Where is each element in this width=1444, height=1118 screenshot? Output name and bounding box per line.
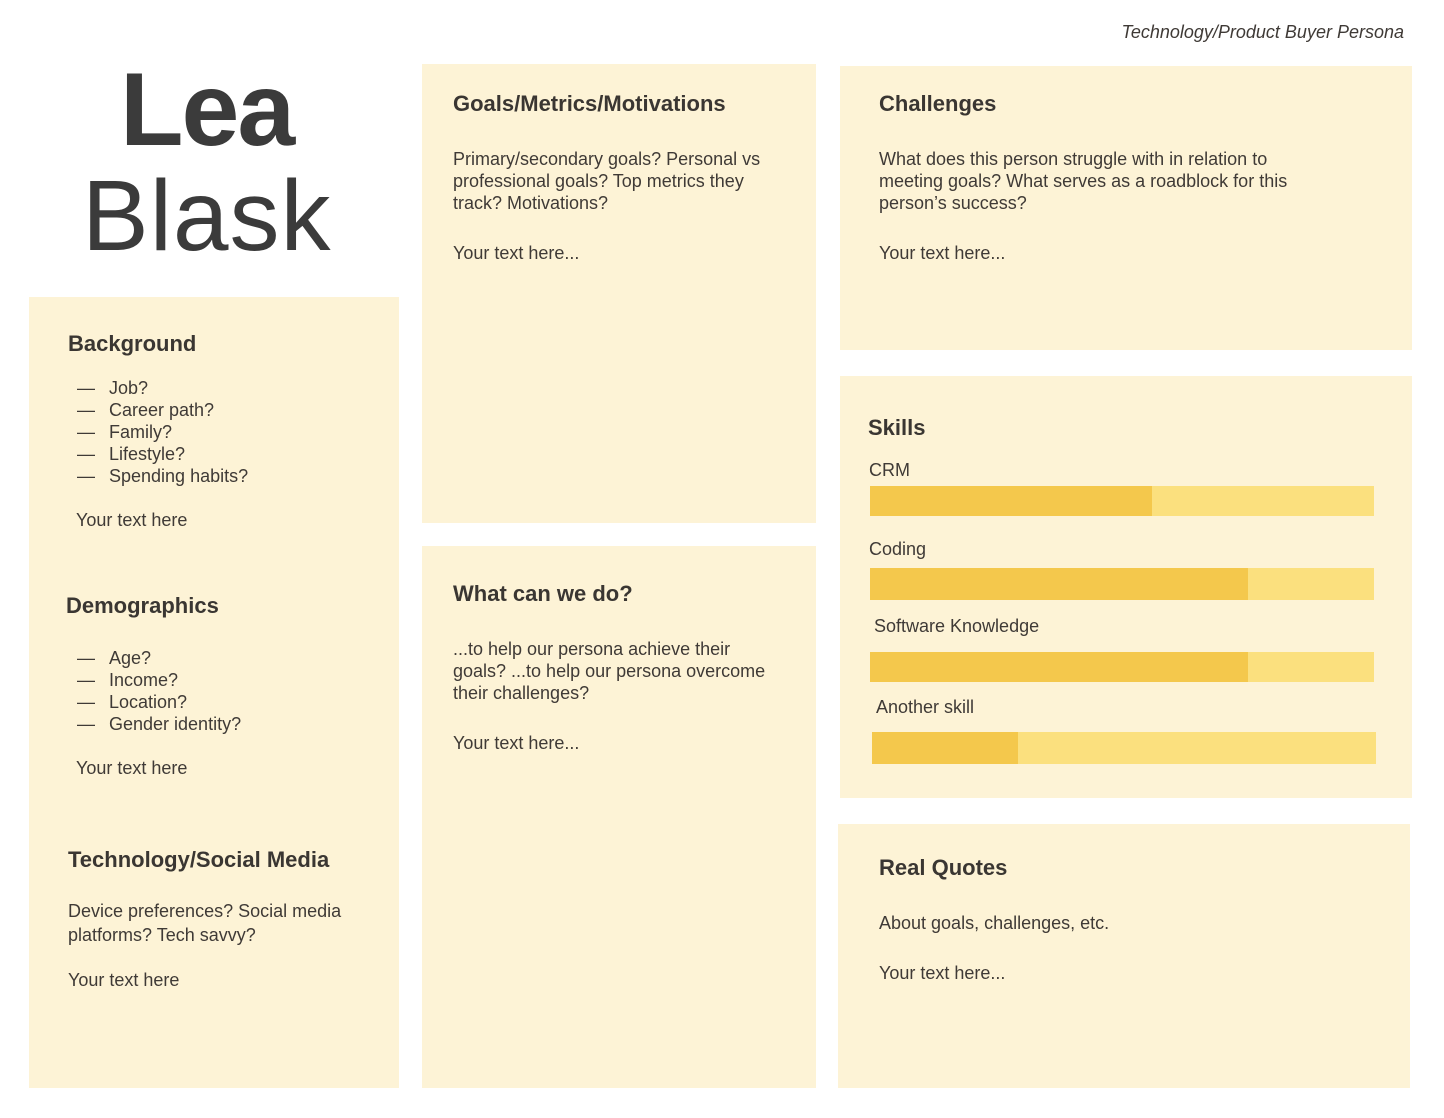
goals-title: Goals/Metrics/Motivations — [453, 91, 726, 116]
what-can-we-do-title: What can we do? — [453, 581, 633, 606]
list-item: — Lifestyle? — [77, 444, 186, 464]
list-item: — Income? — [77, 670, 179, 690]
list-item: — Job? — [77, 378, 149, 398]
list-item: — Location? — [77, 692, 188, 712]
what-can-we-do-prompt: ...to help our persona achieve their goals? ...to help our persona overcome their challenges? — [453, 639, 766, 703]
persona-last-name: Blask — [82, 160, 332, 272]
skill-bar-fill — [870, 486, 1152, 516]
background-title: Background — [68, 331, 197, 356]
persona-first-name: Lea — [120, 52, 294, 168]
document-subtitle: Technology/Product Buyer Persona — [1121, 22, 1404, 42]
skills-panel — [840, 376, 1412, 798]
challenges-panel — [840, 66, 1412, 350]
goals-text: Your text here... — [453, 243, 580, 263]
demographics-text: Your text here — [76, 758, 188, 778]
skill-label-crm: CRM — [869, 460, 910, 480]
skill-bar-fill — [872, 732, 1018, 764]
skill-bar-fill — [870, 652, 1248, 682]
background-list — [77, 377, 248, 487]
skill-bar-another-skill — [872, 732, 1376, 764]
skill-bar-coding — [870, 568, 1374, 600]
what-can-we-do-text: Your text here... — [453, 733, 580, 753]
challenges-prompt: What does this person struggle with in relation to meeting goals? What serves as a roadblock for this person’s success? — [879, 149, 1288, 213]
list-item: — Family? — [77, 422, 173, 442]
challenges-text: Your text here... — [879, 243, 1006, 263]
quotes-title: Real Quotes — [879, 855, 1008, 880]
demographics-title: Demographics — [66, 593, 219, 618]
left-column-panel — [29, 297, 399, 1088]
technology-title: Technology/Social Media — [68, 847, 330, 872]
challenges-title: Challenges — [879, 91, 997, 116]
list-item: — Age? — [77, 648, 152, 668]
goals-panel — [422, 64, 816, 523]
skill-bar-crm — [870, 486, 1374, 516]
skill-label-another-skill: Another skill — [876, 697, 975, 717]
quotes-text: Your text here... — [879, 963, 1006, 983]
goals-prompt: Primary/secondary goals? Personal vs professional goals? Top metrics they track? Motivations? — [453, 149, 761, 213]
technology-prompt: Device preferences? Social media platforms? Tech savvy? — [68, 901, 342, 945]
what-can-we-do-panel — [422, 546, 816, 1088]
demographics-list — [77, 647, 241, 735]
skill-label-coding: Coding — [869, 539, 927, 559]
skill-label-software-knowledge: Software Knowledge — [874, 616, 1040, 636]
list-item: — Career path? — [77, 400, 215, 420]
list-item: — Spending habits? — [77, 466, 249, 486]
background-text: Your text here — [76, 510, 188, 530]
quotes-panel — [838, 824, 1410, 1088]
skill-bar-software-knowledge — [870, 652, 1374, 682]
technology-text: Your text here — [68, 970, 180, 990]
skills-title: Skills — [868, 415, 926, 440]
quotes-prompt: About goals, challenges, etc. — [879, 913, 1110, 933]
list-item: — Gender identity? — [77, 714, 242, 734]
skill-bar-fill — [870, 568, 1248, 600]
